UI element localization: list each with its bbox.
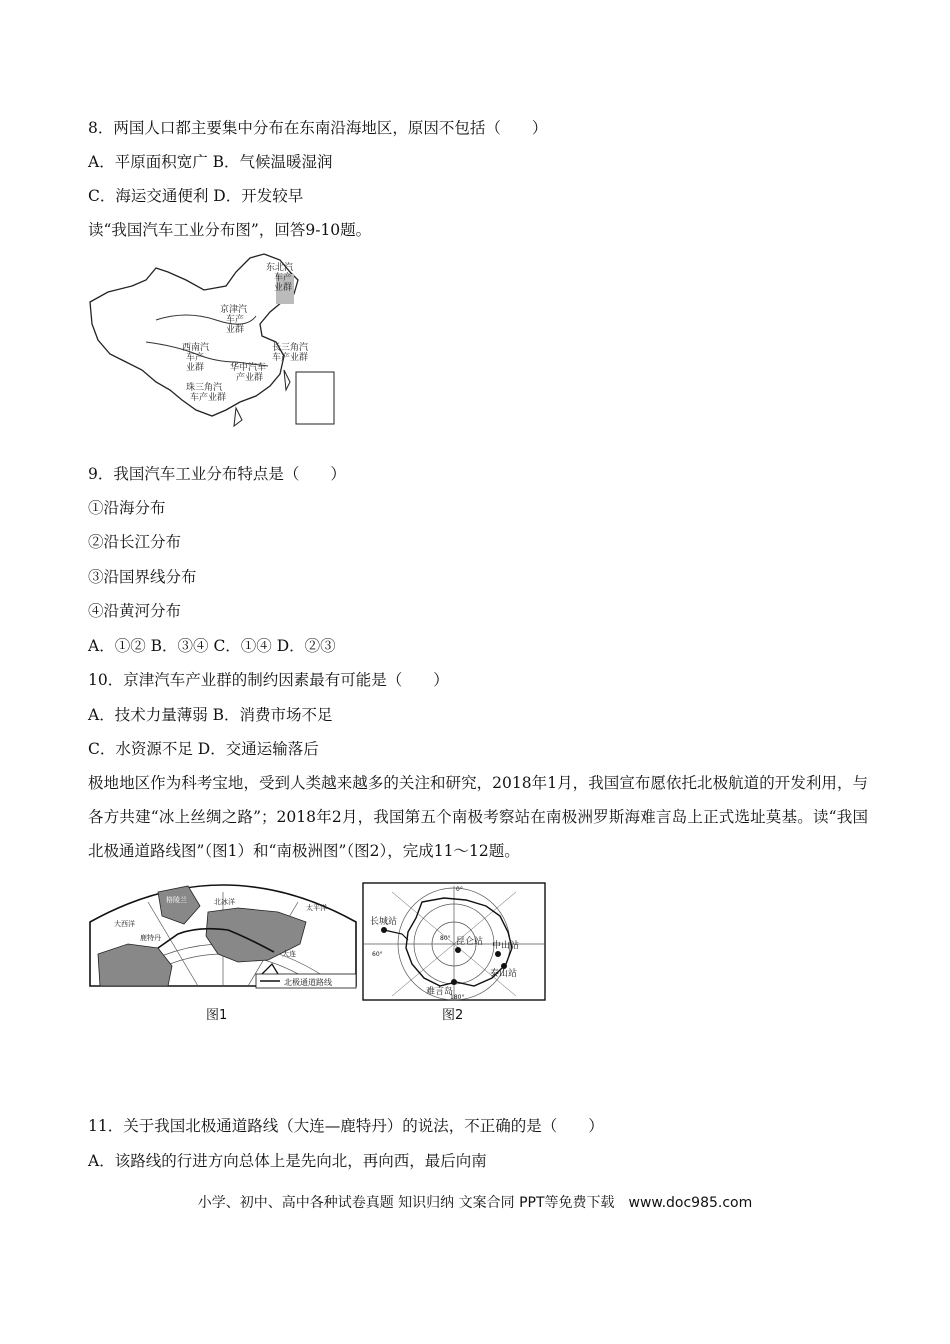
question-10-options-ab: A．技术力量薄弱 B．消费市场不足 xyxy=(88,706,333,724)
map-label: 长三角汽 xyxy=(272,343,309,353)
map-label: 车产 xyxy=(186,353,205,363)
map-label: 产业群 xyxy=(236,373,264,383)
question-9-item-1: ①沿海分布 xyxy=(88,499,166,517)
station-marker xyxy=(381,927,387,933)
station-label: 泰山站 xyxy=(490,969,518,979)
station-marker xyxy=(495,951,501,957)
map-label: 大连 xyxy=(282,950,296,958)
map-label: 车产 xyxy=(274,273,293,283)
intro-11-12: 极地地区作为科考宝地，受到人类越来越多的关注和研究，2018年1月，我国宣布愿依托北极航道的开发利用，与各方共建“冰上丝绸之路”；2018年2月，我国第五个南极考察站在南极洲罗斯海难言岛上正式选址莫基。读“我国北极通道路线图”（图1）和“南极洲图”（图2），完成11～12题。 xyxy=(88,774,868,860)
question-11-stem: 11．关于我国北极通道路线（大连—鹿特丹）的说法，不正确的是（ ） xyxy=(88,1117,604,1135)
tick-label: 180° xyxy=(450,994,465,1001)
station-marker xyxy=(451,979,457,985)
station-label: 中山站 xyxy=(492,941,520,951)
map-label: 车产业群 xyxy=(272,353,309,363)
question-8-stem: 8．两国人口都主要集中分布在东南沿海地区，原因不包括（ ） xyxy=(88,119,548,137)
question-8-options-cd: C．海运交通便利 D．开发较早 xyxy=(88,187,304,205)
question-8-options-ab: A．平原面积宽广 B．气候温暖湿润 xyxy=(88,153,333,171)
station-marker xyxy=(455,947,461,953)
question-10-options-cd: C．水资源不足 D．交通运输落后 xyxy=(88,740,319,758)
map-label: 大西洋 xyxy=(114,920,135,928)
question-9-item-2: ②沿长江分布 xyxy=(88,533,182,551)
map-label: 西南汽 xyxy=(182,343,210,353)
question-9-item-4: ④沿黄河分布 xyxy=(88,602,182,620)
antarctica-map xyxy=(362,882,546,1002)
question-9-stem: 9．我国汽车工业分布特点是（ ） xyxy=(88,465,346,483)
map-label: 鹿特丹 xyxy=(140,934,161,942)
map-label: 格陵兰 xyxy=(166,896,187,904)
page-footer: 小学、初中、高中各种试卷真题 知识归纳 文案合同 PPT等免费下载 www.doc985.com xyxy=(197,1195,753,1211)
map-label: 太平洋 xyxy=(306,904,327,912)
question-11-option-a: A．该路线的行进方向总体上是先向北，再向西，最后向南 xyxy=(88,1152,487,1170)
map-label: 东北汽 xyxy=(266,263,294,273)
intro-9-10: 读“我国汽车工业分布图”，回答9-10题。 xyxy=(88,221,372,239)
map-label: 业群 xyxy=(226,325,245,335)
map-label: 珠三角汽 xyxy=(186,383,223,393)
tick-label: 60° xyxy=(372,951,383,958)
map-label: 北冰洋 xyxy=(214,898,235,906)
station-label: 长城站 xyxy=(370,917,398,927)
map-label: 车产业群 xyxy=(190,393,227,403)
map-label: 车产 xyxy=(226,315,245,325)
map-label: 京津汽 xyxy=(220,305,248,315)
map-label: 华中汽车 xyxy=(230,363,267,373)
south-sea-inset xyxy=(296,372,334,424)
station-label: 难言岛 xyxy=(426,987,454,997)
figure-2-caption: 图2 xyxy=(442,1008,464,1023)
china-auto-industry-map xyxy=(86,250,338,432)
question-9-options: A．①② B．③④ C．①④ D．②③ xyxy=(88,637,336,655)
arctic-route-map xyxy=(88,882,358,1000)
map-label: 业群 xyxy=(274,283,293,293)
map-label: 业群 xyxy=(186,363,205,373)
figure-1-caption: 图1 xyxy=(206,1008,228,1023)
legend-label: 北极通道路线 xyxy=(284,978,332,987)
tick-label: 0° xyxy=(456,886,463,893)
question-10-stem: 10．京津汽车产业群的制约因素最有可能是（ ） xyxy=(88,671,449,689)
station-label: 昆仑站 xyxy=(456,937,484,947)
question-9-item-3: ③沿国界线分布 xyxy=(88,568,197,586)
tick-label: 80° xyxy=(440,935,451,942)
